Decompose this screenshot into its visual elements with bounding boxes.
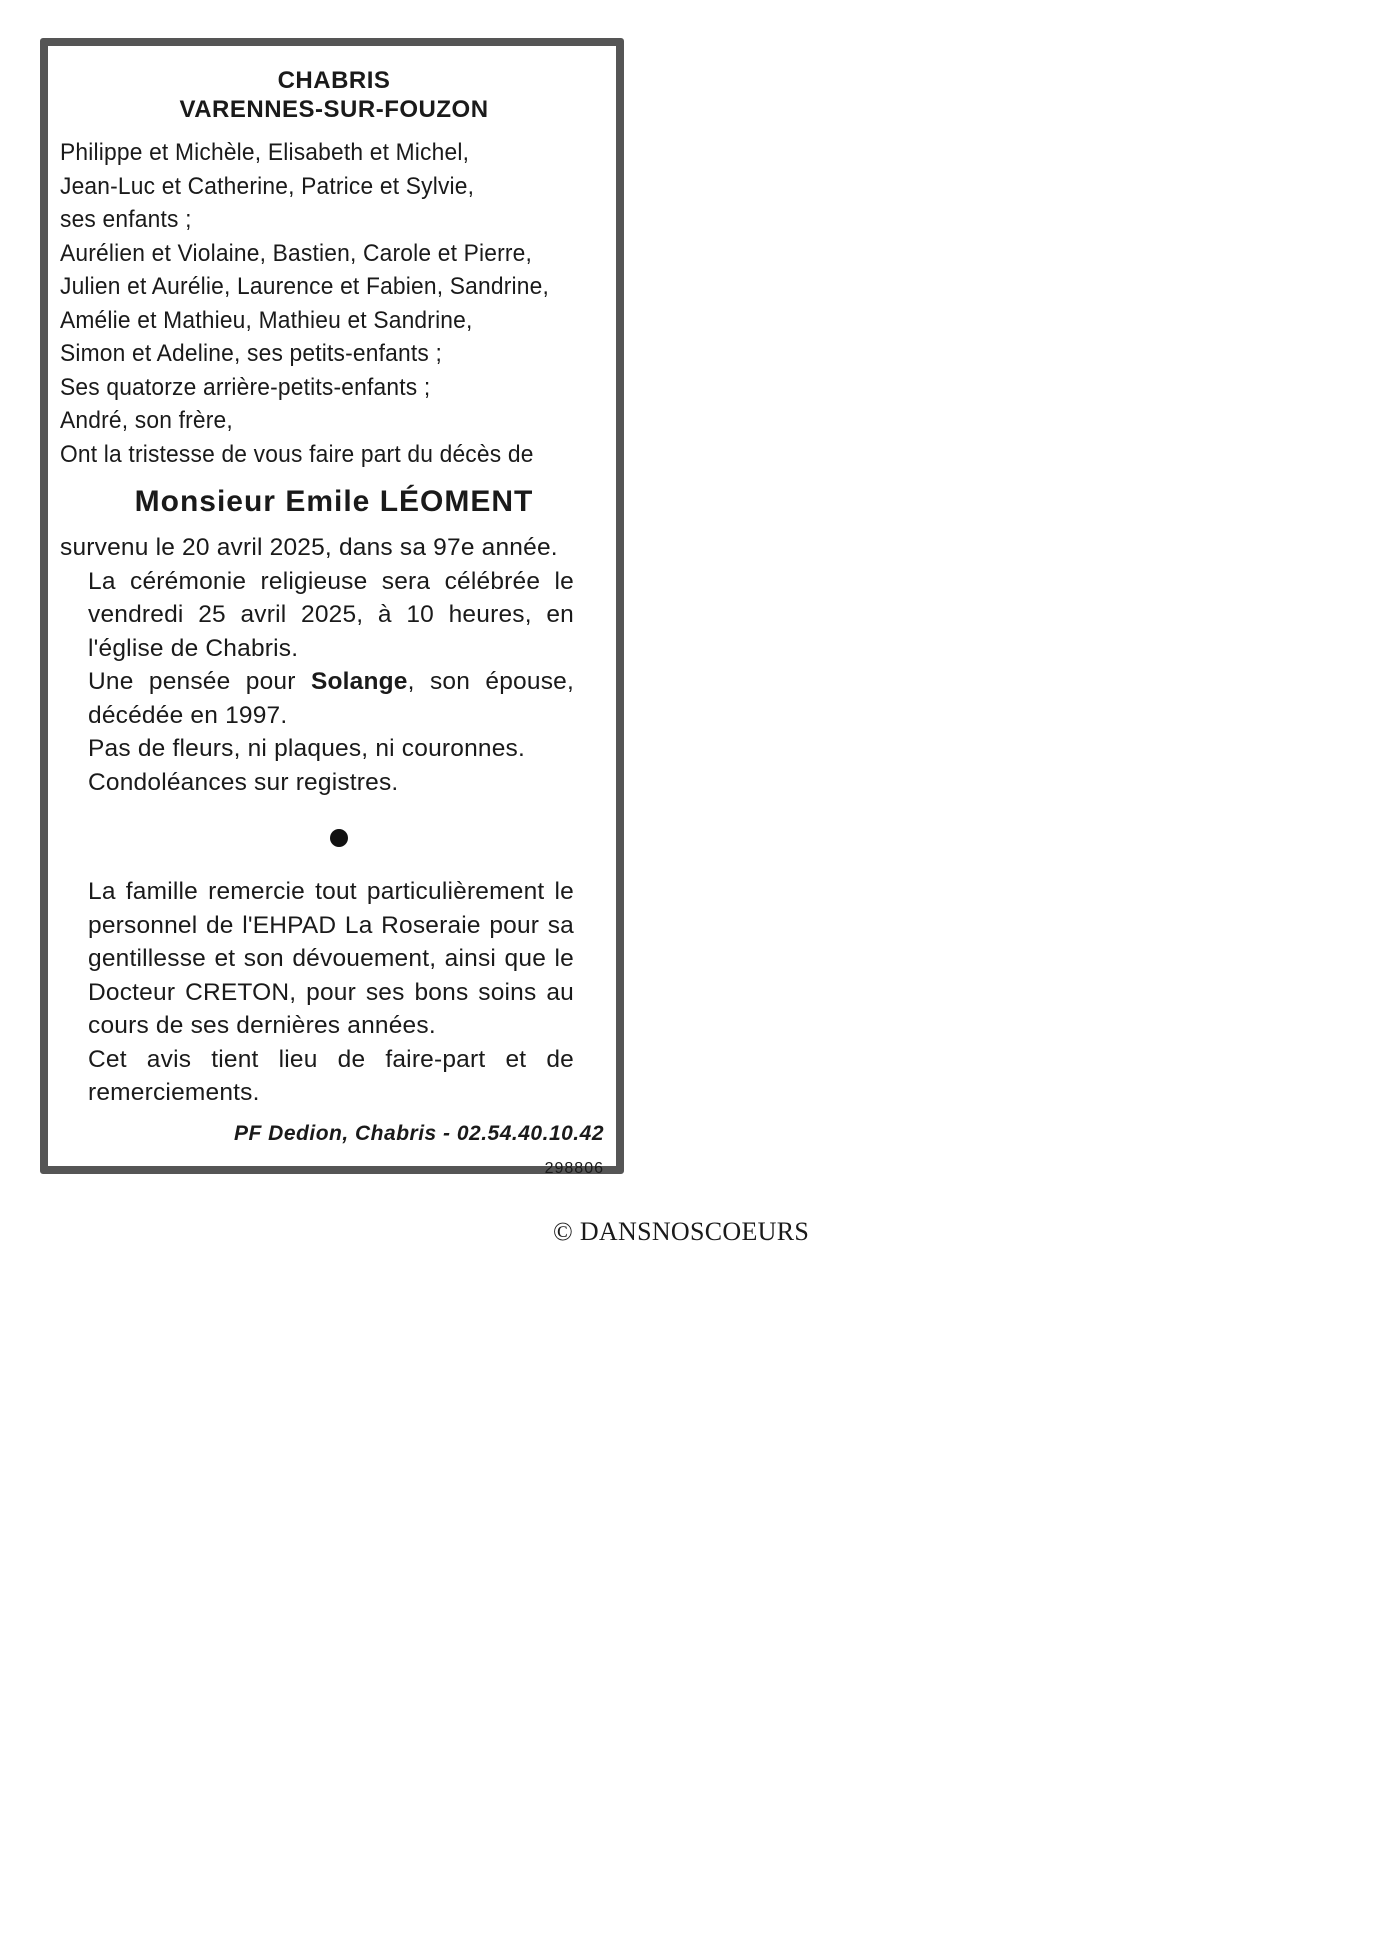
family-line: Simon et Adeline, ses petits-enfants ; (60, 340, 442, 367)
death-notice: survenu le 20 avril 2025, dans sa 97e année. (60, 534, 558, 561)
family-line: Philippe et Michèle, Elisabeth et Michel, (60, 139, 470, 166)
obituary-notice (40, 38, 624, 1177)
town-line-1: CHABRIS (277, 67, 391, 94)
family-line: Jean-Luc et Catherine, Patrice et Sylvie, (60, 172, 475, 200)
bullet-separator-icon (330, 829, 348, 847)
town-line-2: VARENNES-SUR-FOUZON (179, 96, 489, 123)
spouse-thought (60, 665, 574, 732)
reference-number: 298806 (544, 1159, 604, 1177)
notice-note: Cet avis tient lieu de faire-part et de remerciements. (88, 1045, 574, 1106)
family-line: Amélie et Mathieu, Mathieu et Sandrine, (60, 306, 473, 334)
no-flowers-text: Pas de fleurs, ni plaques, ni couronnes. (88, 735, 526, 762)
deceased-name: Monsieur Emile LÉOMENT (134, 485, 534, 518)
family-line: André, son frère, (60, 407, 233, 434)
thanks-text: La famille remercie tout particulièrement le personnel de l'EHPAD La Roseraie pour sa gentillesse et son dévouement, ainsi que le Docteur CRETON, pour ses bons soins au cours de ses dernières années. (88, 878, 574, 1039)
family-list (60, 136, 618, 471)
family-line: Ses quatorze arrière-petits-enfants ; (60, 373, 431, 401)
town-heading (60, 66, 608, 124)
ceremony-text: La cérémonie religieuse sera célébrée le vendredi 25 avril 2025, à 10 heures, en l'église de Chabris. (88, 567, 574, 662)
thought-prefix: Une pensée pour (88, 668, 311, 695)
funeral-home: PF Dedion, Chabris - 02.54.40.10.42 (234, 1121, 604, 1145)
family-line: Ont la tristesse de vous faire part du décès de (60, 440, 534, 468)
spouse-name: Solange (310, 668, 408, 695)
family-line: Julien et Aurélie, Laurence et Fabien, Sandrine, (60, 273, 550, 300)
condolences-text: Condoléances sur registres. (88, 768, 399, 796)
copyright-notice: © DANSNOSCOEURS (553, 1217, 810, 1246)
thought-suffix: , son épouse, décédée en 1997. (88, 668, 574, 729)
family-line: ses enfants ; (60, 206, 192, 233)
family-line: Aurélien et Violaine, Bastien, Carole et Pierre, (60, 239, 533, 267)
